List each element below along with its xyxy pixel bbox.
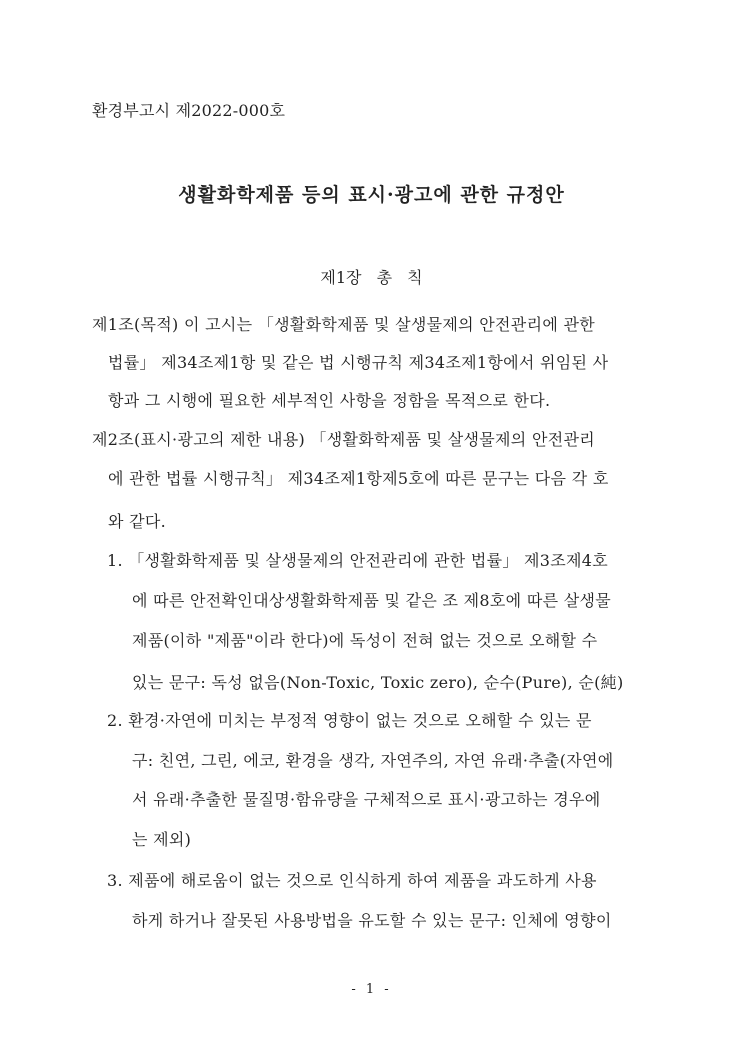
- chapter-heading: 제1장 총 칙: [320, 268, 423, 287]
- list-item-line: 제품(이하 "제품"이라 한다)에 독성이 전혀 없는 것으로 오해할 수: [132, 631, 598, 650]
- list-item-line: 구: 친연, 그린, 에코, 환경을 생각, 자연주의, 자연 유래·추출(자연에: [132, 751, 614, 770]
- page-number: - 1 -: [351, 982, 392, 997]
- list-item-line: 2. 환경·자연에 미치는 부정적 영향이 없는 것으로 오해할 수 있는 문: [107, 711, 592, 730]
- document-title: 생활화학제품 등의 표시·광고에 관한 규정안: [178, 184, 565, 206]
- list-item-line: 에 따른 안전확인대상생활화학제품 및 같은 조 제8호에 따른 살생물: [132, 591, 611, 610]
- body-line: 항과 그 시행에 필요한 세부적인 사항을 정함을 목적으로 한다.: [108, 391, 551, 410]
- body-line: 와 같다.: [108, 512, 167, 531]
- list-item-line: 1. 「생활화학제품 및 살생물제의 안전관리에 관한 법률」 제3조제4호: [107, 551, 609, 570]
- list-item-line: 있는 문구: 독성 없음(Non-Toxic, Toxic zero), 순수(Pure), 순(純): [132, 673, 624, 692]
- notice-number: 환경부고시 제2022-000호: [92, 101, 286, 120]
- list-item-line: 하게 하거나 잘못된 사용방법을 유도할 수 있는 문구: 인체에 영향이: [132, 911, 612, 930]
- body-line: 제1조(목적) 이 고시는 「생활화학제품 및 살생물제의 안전관리에 관한: [92, 315, 595, 334]
- list-item-line: 서 유래·추출한 물질명·함유량을 구체적으로 표시·광고하는 경우에: [132, 790, 601, 809]
- list-item-line: 는 제외): [132, 830, 192, 849]
- body-line: 제2조(표시·광고의 제한 내용) 「생활화학제품 및 살생물제의 안전관리: [92, 430, 595, 449]
- body-line: 법률」 제34조제1항 및 같은 법 시행규칙 제34조제1항에서 위임된 사: [108, 353, 609, 372]
- body-line: 에 관한 법률 시행규칙」 제34조제1항제5호에 따른 문구는 다음 각 호: [108, 469, 609, 488]
- list-item-line: 3. 제품에 해로움이 없는 것으로 인식하게 하여 제품을 과도하게 사용: [107, 871, 597, 890]
